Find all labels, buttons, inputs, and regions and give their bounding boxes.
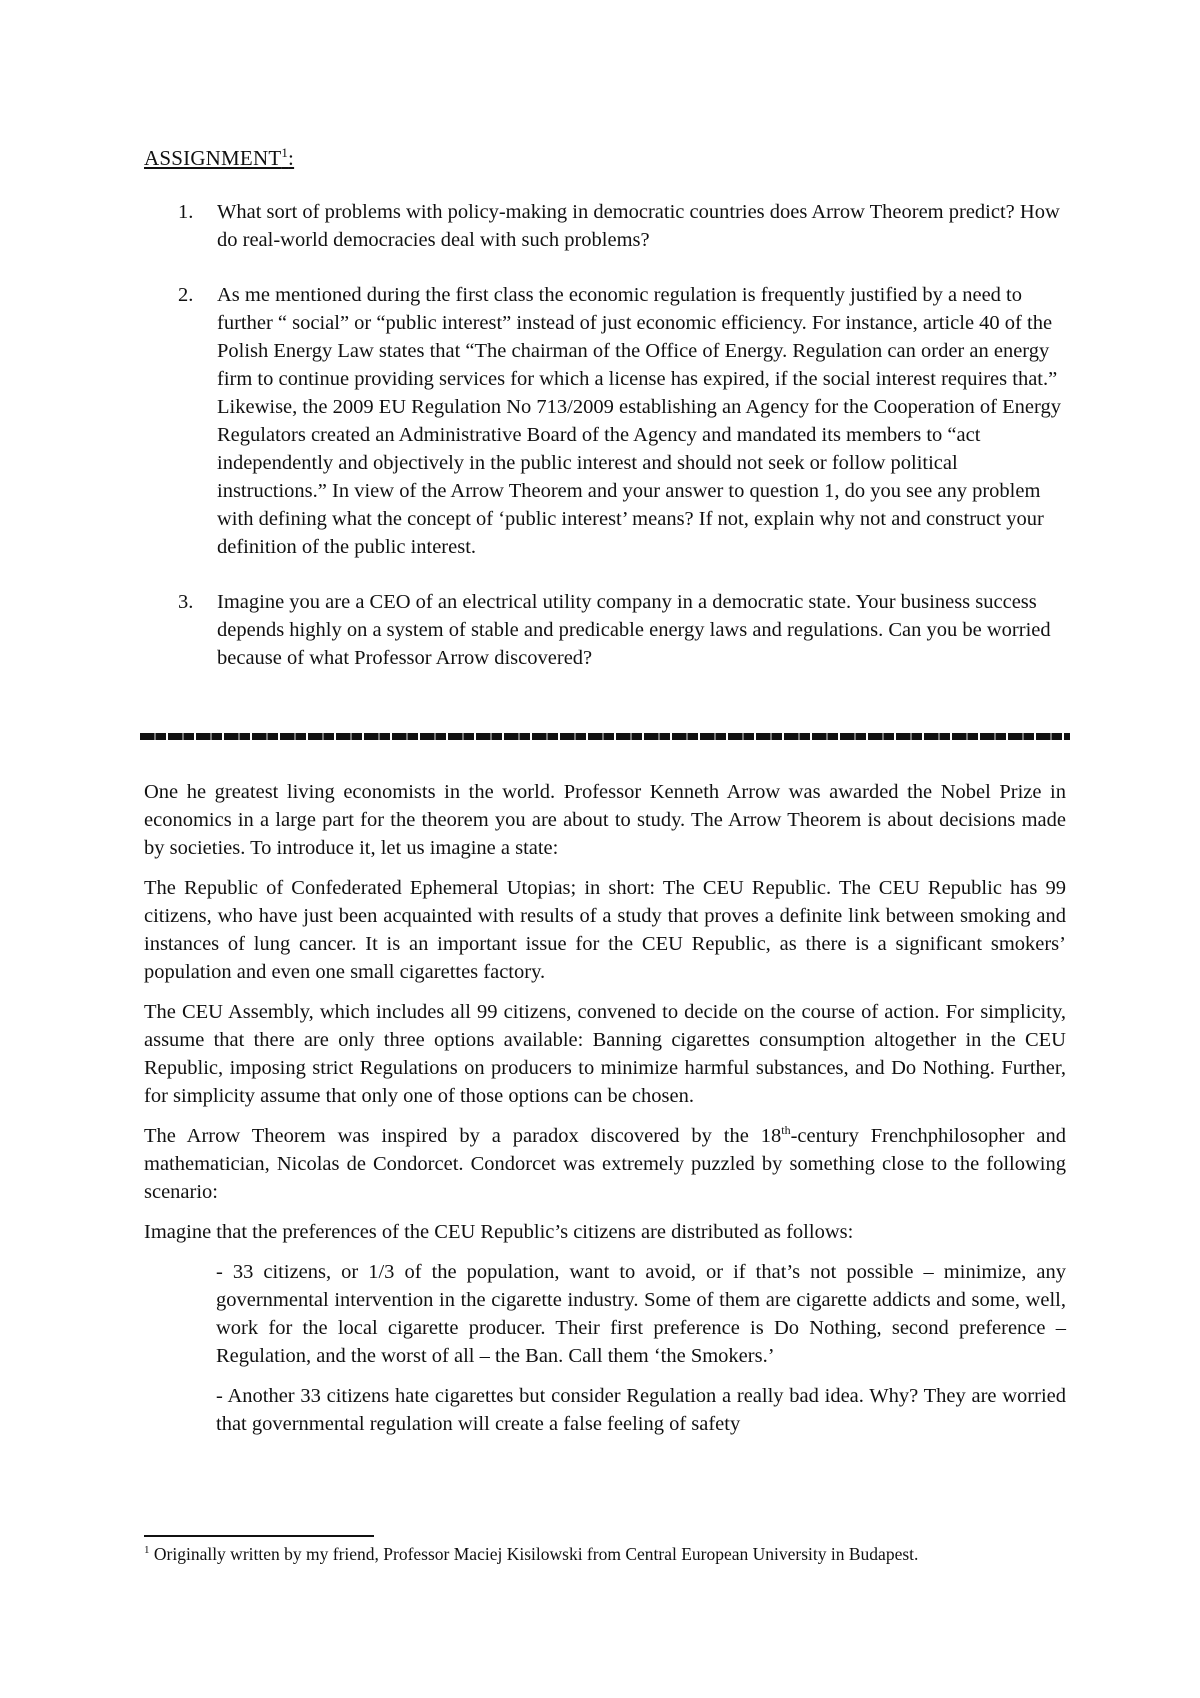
paragraph-smokers: - 33 citizens, or 1/3 of the population, want to avoid, or if that’s not possible – minimize, any governmental intervention in the cigarette industry. Some of them are cigarette addicts and some, well, work for the local cigarette producer. Their first preference is Do Nothing, second preference – Regulation, and the worst of all – the Ban. Call them ‘the Smokers.’ <box>216 1261 1066 1367</box>
heading-suffix: : <box>288 146 295 170</box>
question-number: 2. <box>178 284 194 306</box>
paragraph-ceu-republic: The Republic of Confederated Ephemeral Utopias; in short: The CEU Republic. The CEU Republic has 99 citizens, who have just been acquainted with results of a study that proves a definite link between smoking and instances of lung cancer. It is an important issue for the CEU Republic, as there is a significant smokers’ population and even one small cigarettes factory. <box>144 877 1066 983</box>
question-item <box>0 281 1062 561</box>
paragraph-ceu-assembly: The CEU Assembly, which includes all 99 citizens, convened to decide on the course of action. For simplicity, assume that there are only three options available: Banning cigarettes consumption altogether in the CEU Republic, imposing strict Regulations on producers to minimize harmful substances, and Do Nothing. Further, for simplicity assume that only one of those options can be chosen. <box>144 1001 1066 1107</box>
footnote-text: Originally written by my friend, Professor Maciej Kisilowski from Central European University in Budapest. <box>149 1544 919 1564</box>
question-number: 1. <box>178 201 194 223</box>
question-item <box>0 198 1062 254</box>
footnote-separator <box>144 1535 374 1537</box>
paragraph-intro: One he greatest living economists in the world. Professor Kenneth Arrow was awarded the Nobel Prize in economics in a large part for the theorem you are about to study. The Arrow Theorem is about decisions made by societies. To introduce it, let us imagine a state: <box>144 781 1066 859</box>
question-number: 3. <box>178 591 194 613</box>
condorcet-text-end: -century Frenchphilosopher and mathematician, Nicolas de Condorcet. Condorcet was extremely puzzled by something close to the following scenario: <box>144 1125 1067 1203</box>
question-text: Imagine you are a CEO of an electrical utility company in a democratic state. Your business success depends highly on a system of stable and predicable energy laws and regulations. Can you be worried because of what Professor Arrow discovered? <box>217 591 1051 669</box>
condorcet-text-start: The Arrow Theorem was inspired by a paradox discovered by the 18 <box>144 1125 782 1147</box>
heading-text: ASSIGNMENT <box>144 146 282 170</box>
ordinal-suffix: th <box>781 1123 791 1138</box>
question-text: What sort of problems with policy-making in democratic countries does Arrow Theorem predict? How do real-world democracies deal with such problems? <box>217 201 1060 251</box>
question-text: As me mentioned during the first class the economic regulation is frequently justified by a need to further “ social” or “public interest” instead of just economic efficiency. For instance, article 40 of the Polish Energy Law states that “The chairman of the Office of Energy. Regulation can order an energy firm to continue providing services for which a license has expired, if the social interest requires that.” Likewise, the 2009 EU Regulation No 713/2009 establishing an Agency for the Cooperation of Energy Regulators created an Administrative Board of the Agency and mandated its members to “act independently and objectively in the public interest and should not seek or follow political instructions.” In view of the Arrow Theorem and your answer to question 1, do you see any problem with defining what the concept of ‘public interest’ means? If not, explain why not and construct your definition of the public interest. <box>217 284 1061 558</box>
question-item <box>0 588 1062 672</box>
assignment-heading <box>144 146 294 171</box>
paragraph-second-group: - Another 33 citizens hate cigarettes but consider Regulation a really bad idea. Why? They are worried that governmental regulation will create a false feeling of safety <box>216 1385 1066 1435</box>
paragraph-condorcet <box>144 1122 1066 1206</box>
footnote-marker: 1 <box>144 1544 150 1557</box>
paragraph-preferences-intro: Imagine that the preferences of the CEU Republic’s citizens are distributed as follows: <box>144 1221 854 1243</box>
heading-footnote-ref: 1 <box>281 145 289 160</box>
question-list <box>0 198 1200 699</box>
footnote <box>144 1543 918 1565</box>
body-text <box>144 778 1066 1450</box>
section-divider <box>140 733 1070 740</box>
